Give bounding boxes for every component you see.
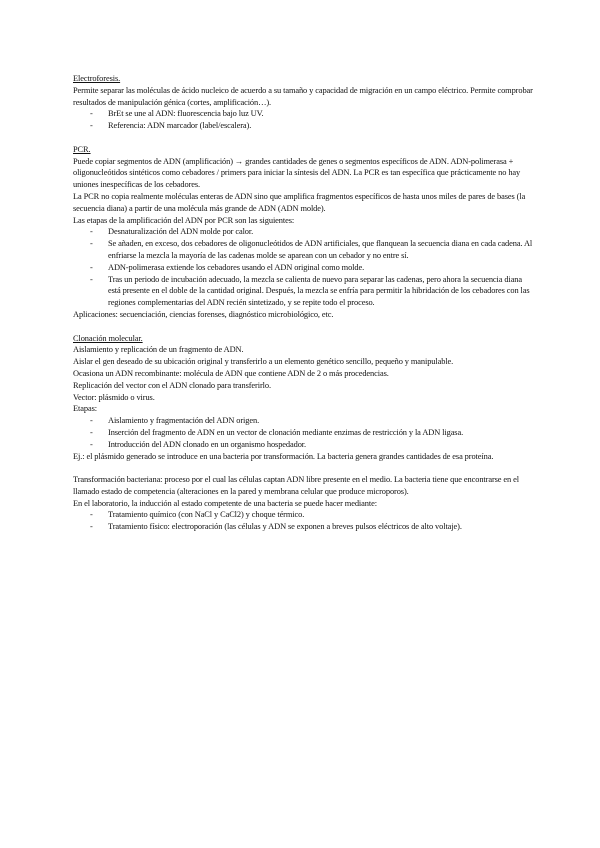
section-title-clonacion: Clonación molecular. xyxy=(73,333,143,343)
dash-bullet: - xyxy=(90,522,93,532)
paragraph: Transformación bacteriana: proceso por el cual las células captan ADN libre presente en el medio. La bacteria tiene que encontrarse en el llamado estado de competencia (alteraciones en la pared y membrana celular que produce microporos). xyxy=(73,475,519,496)
paragraph: Ej.: el plásmido generado se introduce en una bacteria por transformación. La bacteria genera grandes cantidades de esa proteína. xyxy=(73,451,494,461)
dash-bullet: - xyxy=(90,427,93,437)
dash-bullet: - xyxy=(90,274,93,284)
list-item: - Introducción del ADN clonado en un organismo hospedador. xyxy=(90,439,306,449)
dash-bullet: - xyxy=(90,109,93,119)
list-item: - Aislamiento y fragmentación del ADN origen. xyxy=(90,416,260,426)
dash-bullet: - xyxy=(90,439,93,449)
document-page xyxy=(73,73,533,533)
dash-bullet: - xyxy=(90,121,93,131)
dash-bullet: - xyxy=(90,227,93,237)
section-title-electroforesis: Electroforesis. xyxy=(73,74,121,83)
list-item: - BrEt se une al ADN: fluorescencia bajo luz UV. xyxy=(90,109,264,119)
paragraph: Aislamiento y replicación de un fragmento de ADN. xyxy=(73,345,244,355)
paragraph: Vector: plásmido o virus. xyxy=(73,392,155,402)
dash-bullet: - xyxy=(90,416,93,426)
list-item: - ADN-polimerasa extiende los cebadores usando el ADN original como molde. xyxy=(90,262,365,272)
paragraph: En el laboratorio, la inducción al estado competente de una bacteria se puede hacer mediante: xyxy=(73,498,377,508)
list-item: - Tratamiento químico (con NaCl y CaCl2) y choque térmico. xyxy=(90,510,305,520)
paragraph: Etapas: xyxy=(73,404,97,414)
list-item: - Se añaden, en exceso, dos cebadores de oligonucleótidos de ADN artificiales, que flanquean la secuencia diana en cada cadena. Al enfriarse la mezcla la mayoría de las cadenas molde se aparean con un cebador y no entre sí. xyxy=(90,239,533,260)
list-item: - Tras un periodo de incubación adecuado, la mezcla se calienta de nuevo para separar las cadenas, pero ahora la secuencia diana está presente en el doble de la cantidad original. Después, la mezcla se enfría para permitir la hibridación de los cebadores con las regiones complementarias del ADN recién sintetizado, y se repite todo el proceso. xyxy=(90,274,530,308)
list-item: - Referencia: ADN marcador (label/escalera). xyxy=(90,121,252,131)
dash-bullet: - xyxy=(90,510,93,520)
paragraph: Las etapas de la amplificación del ADN por PCR son las siguientes: xyxy=(73,215,295,225)
list-item: - Inserción del fragmento de ADN en un vector de clonación mediante enzimas de restricción y la ADN ligasa. xyxy=(90,427,464,437)
dash-bullet: - xyxy=(90,262,93,272)
section-title-pcr: PCR. xyxy=(73,144,91,154)
paragraph: Ocasiona un ADN recombinante: molécula de ADN que contiene ADN de 2 o más procedencias. xyxy=(73,368,389,378)
paragraph: Permite separar las moléculas de ácido nucleico de acuerdo a su tamaño y capacidad de migración en un campo eléctrico. Permite comprobar resultados de manipulación génica (cortes, amplificación…). xyxy=(73,85,533,107)
paragraph: Puede copiar segmentos de ADN (amplificación) → grandes cantidades de genes o segmentos específicos de ADN. ADN-polimerasa + oligonucleótidos sintéticos como cebadores / primers para iniciar la síntesis del ADN. La PCR es tan específica que prácticamente no hay uniones inespecíficas de los cebadores. xyxy=(73,156,521,190)
dash-bullet: - xyxy=(90,239,93,249)
paragraph: Replicación del vector con el ADN clonado para transferirlo. xyxy=(73,380,271,390)
list-item: - Desnaturalización del ADN molde por calor. xyxy=(90,227,254,237)
paragraph: Aislar el gen deseado de su ubicación original y transferirlo a un elemento genético sencillo, pequeño y manipulable. xyxy=(73,357,454,367)
paragraph: La PCR no copia realmente moléculas enteras de ADN sino que amplifica fragmentos específicos de hasta unos miles de pares de bases (la secuencia diana) a partir de una molécula más grande de ADN (ADN molde). xyxy=(73,191,526,213)
paragraph: Aplicaciones: secuenciación, ciencias forenses, diagnóstico microbiológico, etc. xyxy=(73,309,334,319)
list-item: - Tratamiento físico: electroporación (las células y ADN se exponen a breves pulsos eléctricos de alto voltaje). xyxy=(90,522,462,532)
